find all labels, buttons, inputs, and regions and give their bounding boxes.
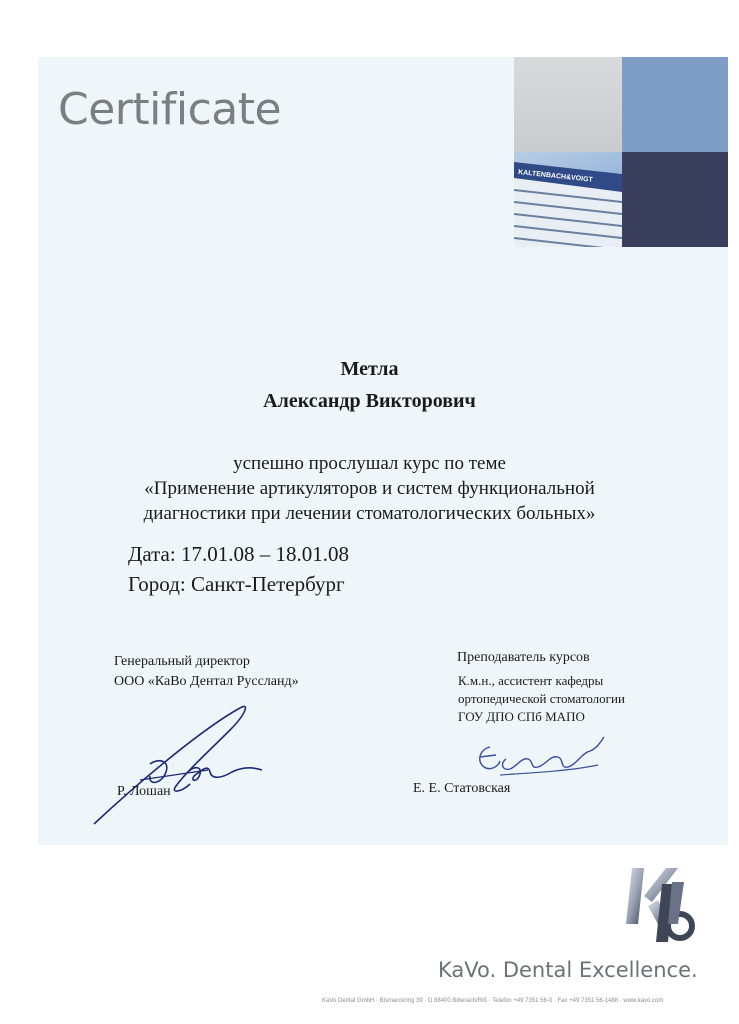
- teacher-name: Е. Е. Статовская: [413, 781, 511, 796]
- building-illustration: [514, 152, 622, 247]
- teacher-description: [458, 672, 625, 726]
- grey-square: [514, 57, 622, 152]
- certificate-title: Certificate: [58, 84, 282, 135]
- kavo-logo-icon: [618, 862, 696, 948]
- navy-square: [622, 152, 728, 247]
- teacher-title: Преподаватель курсов: [457, 650, 590, 665]
- teacher-desc-line-1: К.м.н., ассистент кафедры: [458, 673, 604, 688]
- course-line-2: «Применение артикуляторов и систем функциональной: [144, 478, 595, 499]
- course-line-1: успешно прослушал курс по теме: [233, 453, 506, 474]
- teacher-desc-line-2: ортопедической стоматологии: [458, 691, 625, 706]
- company-footer: KaVo Dental GmbH · Bismarckring 39 · D 88400 Biberach/Riß · Telefon +49 7351 56-0 · Fax +49 7351 56-1488 · www.kavo.com: [322, 998, 664, 1004]
- brand-slogan: KaVo. Dental Excellence.: [438, 958, 698, 982]
- director-name: Р. Лошан: [117, 784, 171, 799]
- course-line-3: диагностики при лечении стоматологических больных»: [143, 503, 596, 524]
- building-sign: KALTENBACH&VOIGT: [517, 169, 594, 184]
- header-photo-block: [514, 57, 728, 247]
- blue-square: [622, 57, 728, 152]
- building-photo: [514, 152, 622, 247]
- director-title: Генеральный директор: [114, 654, 250, 669]
- teacher-desc-line-3: ГОУ ДПО СПб МАПО: [458, 709, 585, 724]
- director-signature: [90, 700, 270, 830]
- recipient-surname: Метла: [340, 358, 399, 380]
- recipient-given-names: Александр Викторович: [263, 390, 476, 412]
- teacher-signature: [470, 735, 610, 785]
- director-title-block: [114, 652, 299, 692]
- course-city: Город: Санкт-Петербург: [128, 572, 345, 596]
- director-company: ООО «КаВо Дентал Руссланд»: [114, 674, 299, 689]
- course-date: Дата: 17.01.08 – 18.01.08: [128, 542, 349, 566]
- course-description: [0, 451, 739, 526]
